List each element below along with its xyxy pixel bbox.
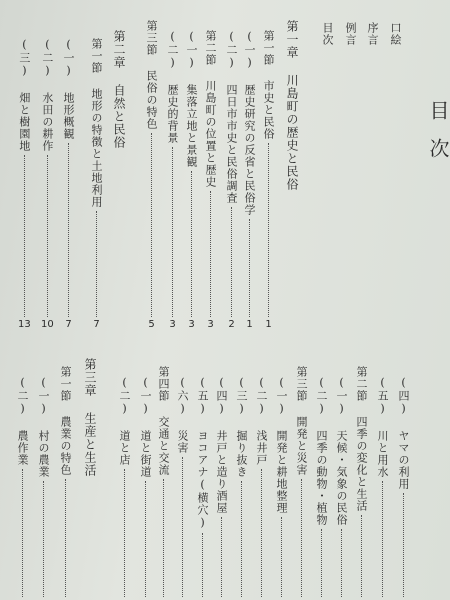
- leader-dots: [221, 517, 222, 597]
- leader-dots: [22, 469, 23, 597]
- toc-subsection[interactable]: [177, 376, 188, 600]
- toc-subsection[interactable]: [216, 376, 227, 600]
- leader-dots: [163, 479, 164, 597]
- toc-entry-label: (四) 井戸と造り酒屋: [215, 376, 228, 514]
- toc-page-number: 3: [207, 319, 214, 330]
- leader-dots: [202, 533, 203, 597]
- leader-dots: [47, 155, 48, 317]
- toc-section[interactable]: [146, 20, 157, 330]
- toc-entry-label: 第一節 農業の特色: [59, 366, 72, 476]
- toc-page-number: 2: [228, 319, 235, 330]
- leader-dots: [145, 481, 146, 597]
- toc-entry-label: (二) 四日市市史と民俗調査: [225, 30, 238, 204]
- toc-subsection[interactable]: [186, 30, 197, 330]
- toc-subsection[interactable]: [256, 376, 267, 600]
- leader-dots: [301, 479, 302, 597]
- toc-entry-label: 第二章 自然と民俗: [112, 30, 126, 149]
- leader-dots: [24, 155, 25, 317]
- toc-page-number: 7: [65, 319, 72, 330]
- toc-entry-label: 第三節 民俗の特色: [145, 20, 158, 130]
- toc-subsection[interactable]: [377, 376, 388, 600]
- toc-entry-label: (二) 水田の耕作: [40, 38, 54, 152]
- toc-page-number: 1: [246, 319, 253, 330]
- toc-page-number: 5: [148, 319, 155, 330]
- toc-entry-label: (二) 浅井戸: [255, 376, 268, 466]
- front-label: 序言: [366, 22, 379, 46]
- toc-entry-label: (四) ヤマの利用: [397, 376, 410, 490]
- toc-entry-label: 第四節 交通と交流: [157, 366, 170, 476]
- leader-dots: [151, 133, 152, 317]
- toc-page-number: 3: [169, 319, 176, 330]
- toc-subsection[interactable]: [276, 376, 287, 600]
- toc-page-number: 3: [188, 319, 195, 330]
- toc-subsection[interactable]: [63, 38, 74, 330]
- front-item-kuchie: [390, 22, 401, 46]
- leader-dots: [68, 143, 69, 317]
- toc-chapter[interactable]: [84, 358, 96, 538]
- toc-page-number: 13: [18, 319, 31, 330]
- leader-dots: [231, 207, 232, 317]
- toc-entry-label: (一) 歴史研究の反省と民俗学: [243, 30, 256, 216]
- leader-dots: [341, 529, 342, 597]
- front-item-reigen: [345, 22, 356, 46]
- leader-dots: [249, 219, 250, 317]
- leader-dots: [321, 529, 322, 597]
- leader-dots: [261, 469, 262, 597]
- toc-entry-label: (一) 集落立地と景観: [185, 30, 198, 168]
- leader-dots: [65, 479, 66, 597]
- toc-chapter[interactable]: [286, 20, 298, 200]
- toc-entry-label: (二) 道と店: [118, 376, 131, 466]
- toc-entry-label: (一) 地形概観: [62, 38, 75, 140]
- leader-dots: [361, 515, 362, 597]
- toc-subsection[interactable]: [18, 38, 31, 330]
- front-item-mokuji: [322, 22, 333, 46]
- toc-subsection[interactable]: [197, 376, 208, 600]
- toc-entry-label: (六) 災害: [176, 376, 189, 454]
- toc-subsection[interactable]: [140, 376, 151, 600]
- toc-page-number: 7: [93, 319, 100, 330]
- toc-entry-label: 第一節 市史と民俗: [262, 30, 275, 140]
- toc-entry-label: (五) 川と用水: [376, 376, 389, 478]
- toc-entry-label: (一) 村の農業: [37, 376, 50, 478]
- leader-dots: [191, 171, 192, 317]
- toc-section[interactable]: [263, 30, 274, 330]
- toc-entry-label: 第三章 生産と生活: [83, 358, 97, 477]
- toc-entry-label: (三) 掘り抜き: [235, 376, 248, 478]
- leader-dots: [124, 469, 125, 597]
- toc-entry-label: (三) 畑と樹園地: [17, 38, 31, 152]
- toc-entry-label: (五) ヨコアナ(横穴): [196, 376, 209, 530]
- toc-subsection[interactable]: [226, 30, 237, 330]
- leader-dots: [43, 481, 44, 597]
- toc-subsection[interactable]: [119, 376, 130, 600]
- toc-entry-label: 第二節 四季の変化と生活: [355, 366, 368, 512]
- toc-page-number: 1: [265, 319, 272, 330]
- page-title: 目次: [426, 100, 450, 176]
- toc-entry-label: (二) 歴史的背景: [166, 30, 179, 144]
- toc-entry-label: (一) 道と街道: [139, 376, 152, 478]
- toc-chapter[interactable]: [113, 30, 125, 210]
- leader-dots: [172, 147, 173, 317]
- toc-subsection[interactable]: [38, 376, 49, 600]
- toc-page-number: 10: [41, 319, 54, 330]
- front-label: 目次: [321, 22, 334, 46]
- toc-entry-label: 第一章 川島町の歴史と民俗: [285, 20, 299, 191]
- toc-entry-label: (二) 農作業: [16, 376, 29, 466]
- leader-dots: [403, 493, 404, 597]
- toc-subsection[interactable]: [398, 376, 409, 600]
- front-label: 例言: [344, 22, 357, 46]
- front-label: 口絵: [389, 22, 402, 46]
- toc-subsection[interactable]: [17, 376, 28, 600]
- front-item-jogen: [367, 22, 378, 46]
- toc-entry-label: (一) 天候・気象の民俗: [335, 376, 348, 526]
- toc-subsection[interactable]: [167, 30, 178, 330]
- toc-section[interactable]: [356, 366, 367, 600]
- toc-subsection[interactable]: [316, 376, 327, 600]
- toc-entry-label: 第三節 開発と災害: [295, 366, 308, 476]
- leader-dots: [96, 211, 97, 317]
- leader-dots: [382, 481, 383, 597]
- leader-dots: [241, 481, 242, 597]
- toc-subsection[interactable]: [244, 30, 255, 330]
- toc-section[interactable]: [60, 366, 71, 600]
- toc-entry-label: (一) 開発と耕地整理: [275, 376, 288, 514]
- toc-section[interactable]: [158, 366, 169, 600]
- toc-entry-label: (二) 四季の動物・植物: [315, 376, 328, 526]
- leader-dots: [281, 517, 282, 597]
- toc-subsection[interactable]: [236, 376, 247, 600]
- leader-dots: [210, 191, 211, 317]
- toc-section[interactable]: [205, 30, 216, 330]
- toc-entry-label: 第二節 川島町の位置と歴史: [204, 30, 217, 188]
- toc-subsection[interactable]: [41, 38, 54, 330]
- leader-dots: [182, 457, 183, 597]
- toc-subsection[interactable]: [336, 376, 347, 600]
- toc-section[interactable]: [91, 38, 102, 330]
- toc-entry-label: 第一節 地形の特徴と土地利用: [90, 38, 103, 208]
- toc-section[interactable]: [296, 366, 307, 600]
- leader-dots: [268, 143, 269, 317]
